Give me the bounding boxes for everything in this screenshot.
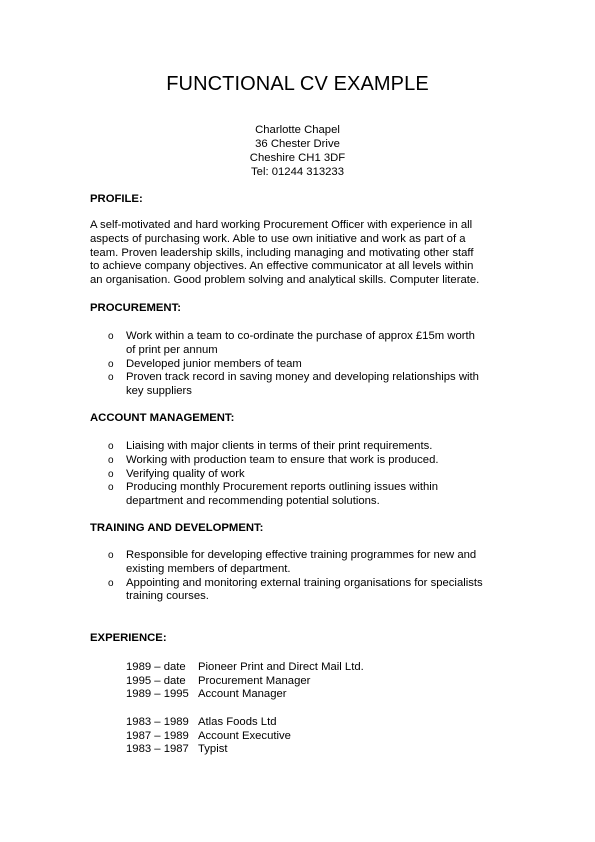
profile-line: to achieve company objectives. An effective communicator at all levels within <box>90 260 474 273</box>
list-item <box>108 330 528 358</box>
experience-row <box>126 730 364 744</box>
list-item-text: Producing monthly Procurement reports outlining issues within <box>126 481 439 494</box>
list-item-text: department and recommending potential solutions. <box>126 495 380 508</box>
experience-text: Procurement Manager <box>198 674 311 687</box>
bullet-marker: o <box>108 550 114 561</box>
account-management-heading: ACCOUNT MANAGEMENT: <box>90 412 235 424</box>
list-item-text: of print per annum <box>126 343 218 356</box>
list-item <box>108 371 528 399</box>
list-item-text: existing members of department. <box>126 562 291 575</box>
list-item-text: key suppliers <box>126 385 192 398</box>
experience-text: Account Executive <box>198 729 291 742</box>
list-item-text: Work within a team to co-ordinate the purchase of approx £15m worth <box>126 330 475 342</box>
experience-row <box>126 688 364 702</box>
list-item <box>108 358 528 372</box>
list-item <box>108 454 528 468</box>
bullet-marker: o <box>108 577 114 589</box>
procurement-list <box>108 330 528 399</box>
profile-line: an organisation. Good problem solving and analytical skills. Computer literate. <box>90 274 480 287</box>
bullet-marker: o <box>108 454 114 466</box>
experience-text: Atlas Foods Ltd <box>198 715 277 728</box>
experience-date: 1989 – date <box>126 661 186 673</box>
list-item <box>108 577 528 605</box>
list-item-text: Developed junior members of team <box>126 357 302 370</box>
experience-row <box>126 716 364 730</box>
document-title: FUNCTIONAL CV EXAMPLE <box>166 73 429 95</box>
experience-date: 1987 – 1989 <box>126 729 189 742</box>
experience-date: 1989 – 1995 <box>126 688 189 701</box>
spacer <box>126 702 364 716</box>
contact-block <box>220 123 375 179</box>
procurement-heading: PROCUREMENT: <box>90 302 182 314</box>
profile-line: team. Proven leadership skills, including managing and motivating other staff <box>90 246 474 259</box>
list-item-text: Working with production team to ensure that work is produced. <box>126 453 439 466</box>
list-item-text: Responsible for developing effective training programmes for new and <box>126 549 477 561</box>
list-item <box>108 468 528 482</box>
experience-text: Account Manager <box>198 688 287 701</box>
contact-tel: Tel: 01244 313233 <box>251 166 344 178</box>
contact-name: Charlotte Chapel <box>255 124 340 136</box>
list-item-text: Verifying quality of work <box>126 467 245 480</box>
list-item-text: Liaising with major clients in terms of their print requirements. <box>126 440 433 452</box>
profile-paragraph <box>90 219 520 288</box>
list-item <box>108 481 528 509</box>
bullet-marker: o <box>108 468 114 480</box>
list-item <box>108 440 528 454</box>
experience-date: 1983 – 1987 <box>126 743 189 756</box>
account-management-list <box>108 440 528 509</box>
experience-list <box>126 661 364 757</box>
bullet-marker: o <box>108 372 114 384</box>
experience-text: Typist <box>198 743 228 756</box>
bullet-marker: o <box>108 331 114 342</box>
contact-city: Cheshire CH1 3DF <box>249 152 346 164</box>
training-list <box>108 549 528 604</box>
list-item <box>108 549 528 577</box>
training-heading: TRAINING AND DEVELOPMENT: <box>90 522 264 534</box>
bullet-marker: o <box>108 482 114 494</box>
list-item-text: Appointing and monitoring external training organisations for specialists <box>126 576 483 589</box>
experience-row <box>126 661 364 675</box>
experience-heading: EXPERIENCE: <box>90 632 167 644</box>
profile-heading: PROFILE: <box>90 193 143 205</box>
list-item-text: training courses. <box>126 590 209 603</box>
profile-line: aspects of purchasing work. Able to use own initiative and work as part of a <box>90 232 466 245</box>
experience-row <box>126 743 364 757</box>
contact-street: 36 Chester Drive <box>255 138 340 150</box>
experience-row <box>126 675 364 689</box>
bullet-marker: o <box>108 441 114 452</box>
bullet-marker: o <box>108 358 114 370</box>
list-item-text: Proven track record in saving money and developing relationships with <box>126 371 479 384</box>
profile-line: A self-motivated and hard working Procurement Officer with experience in all <box>90 219 473 231</box>
experience-date: 1995 – date <box>126 674 186 687</box>
experience-date: 1983 – 1989 <box>126 715 189 728</box>
experience-text: Pioneer Print and Direct Mail Ltd. <box>198 661 364 673</box>
